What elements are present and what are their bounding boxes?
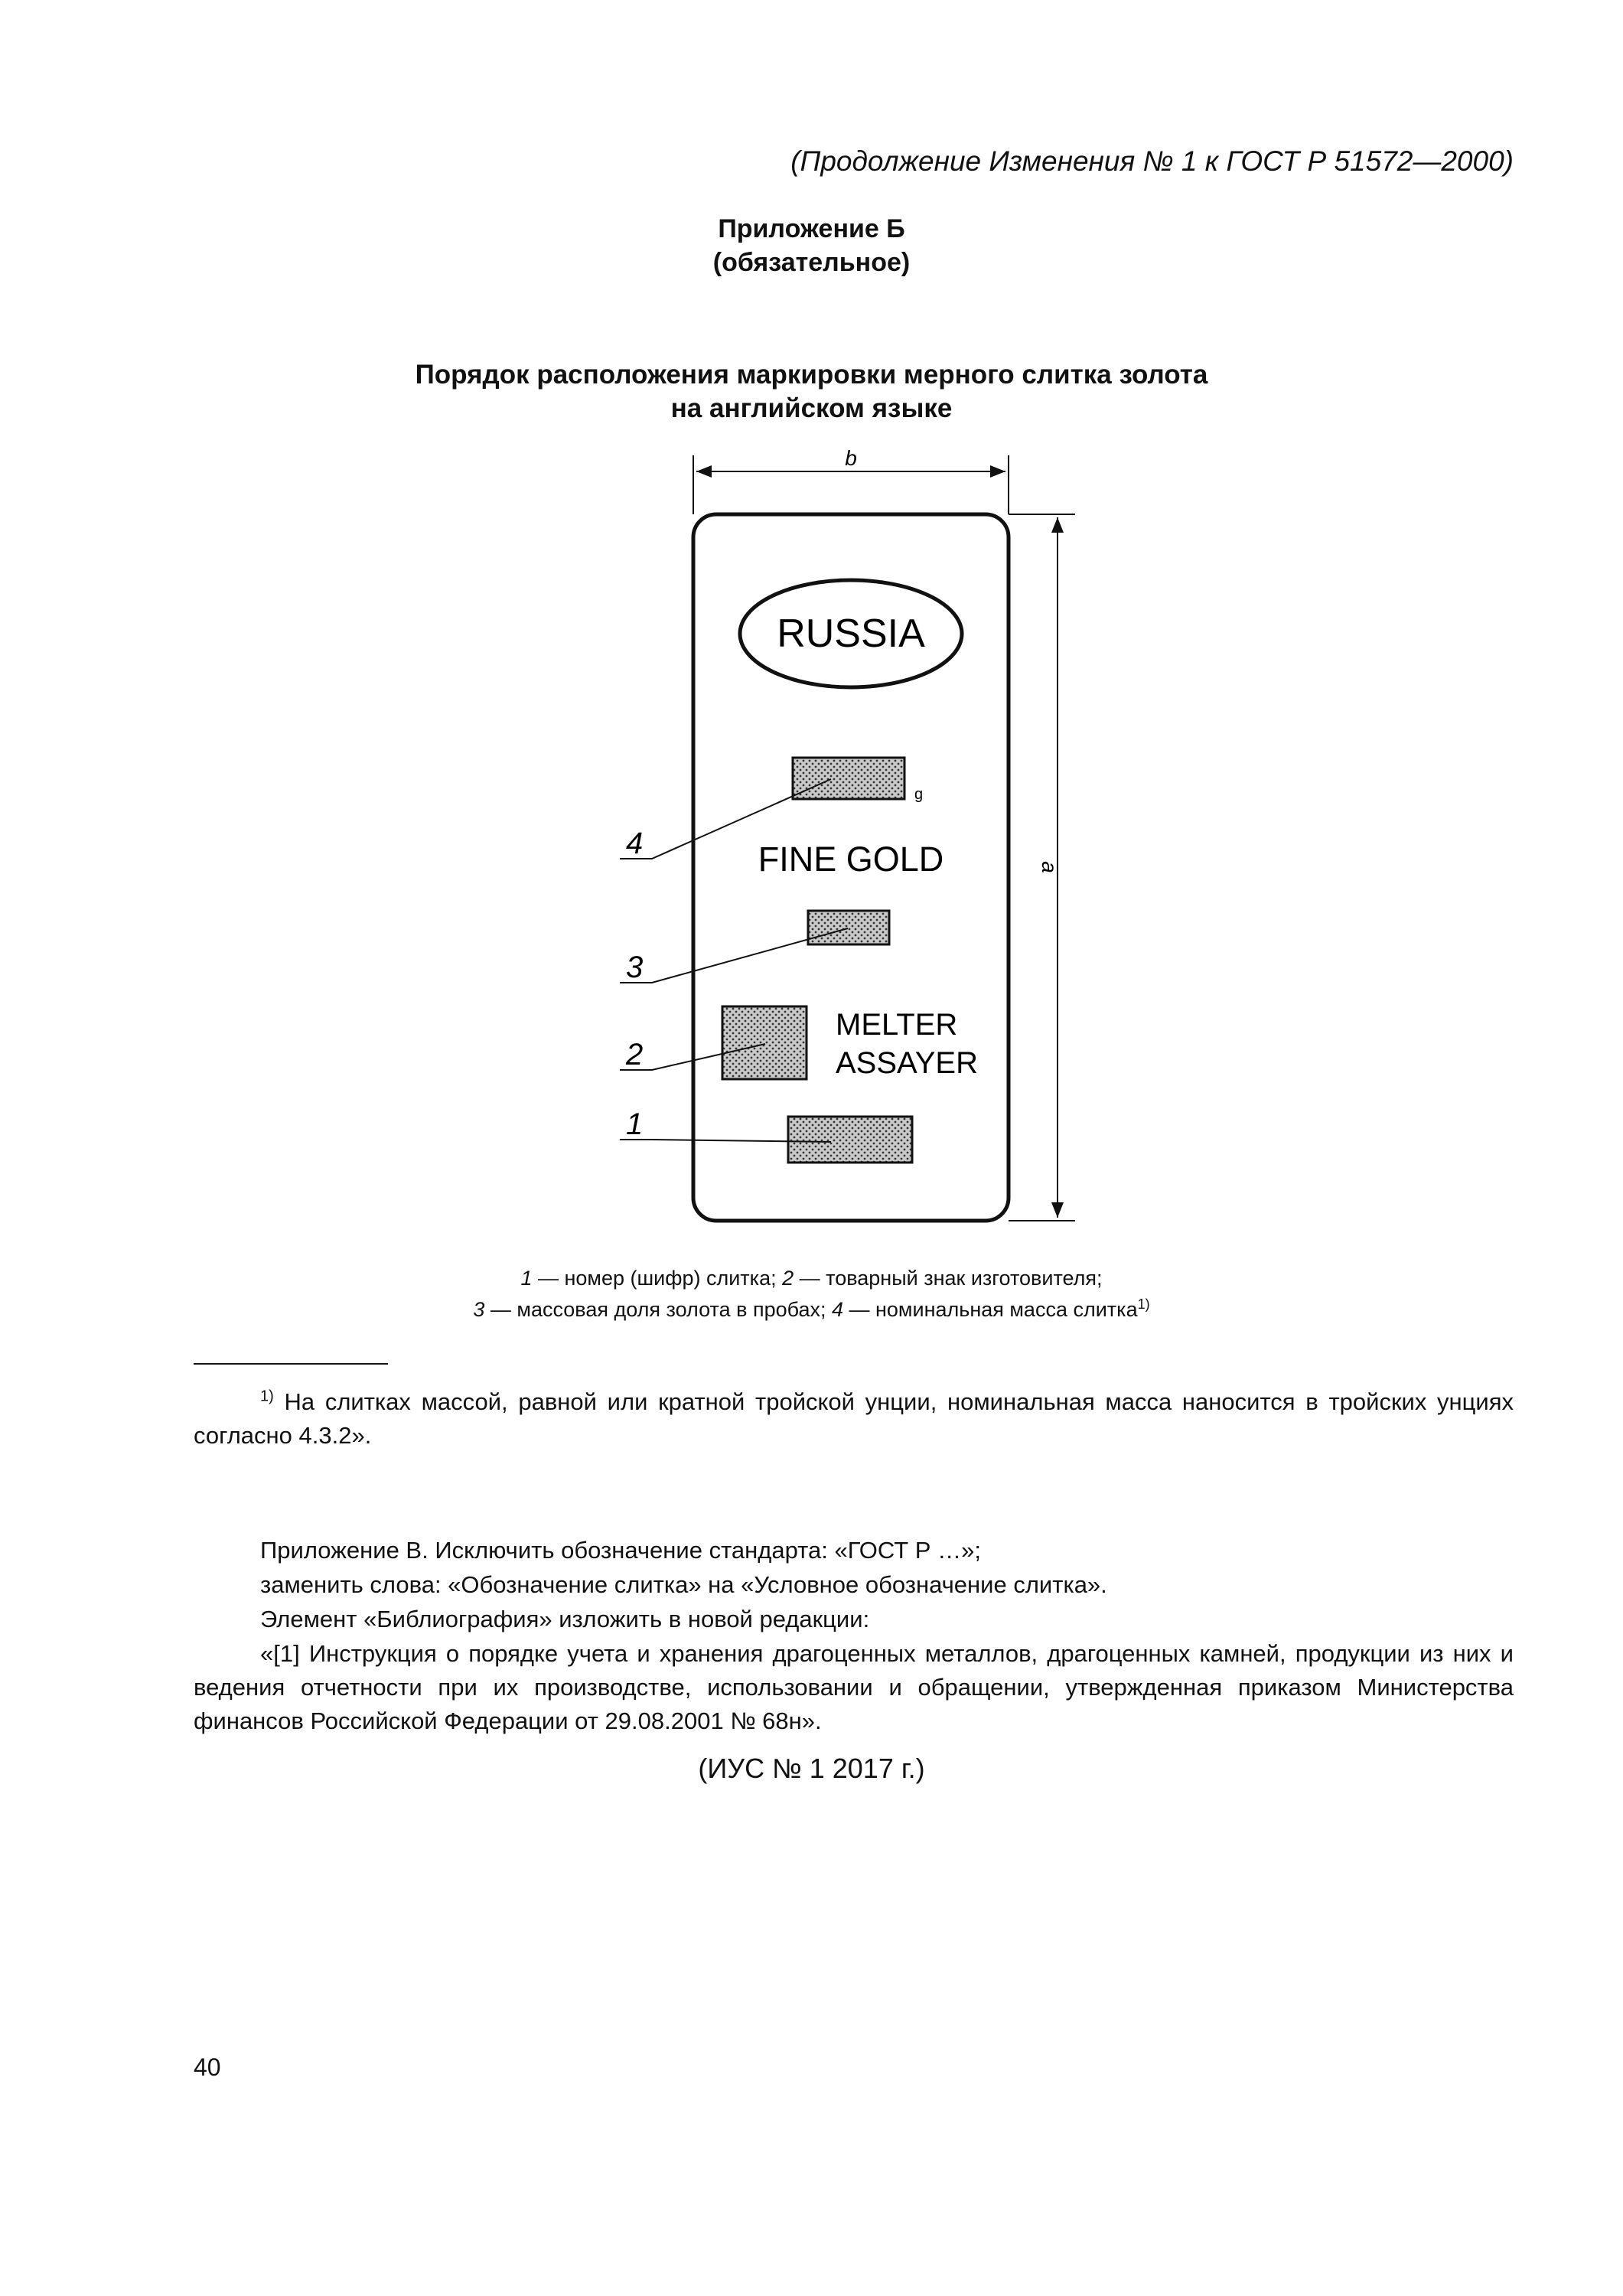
- dimension-a-label: a: [1038, 861, 1061, 873]
- paragraph-4: «[1] Инструкция о порядке учета и хранения драгоценных металлов, драгоценных камней, продукции из них и ведения отчетности при их производстве, использовании и обращении, утвержденная приказом Министерства финансов Российской Федерации от 29.08.2001 № 68н».: [194, 1640, 1514, 1734]
- callout-1: 1: [626, 1107, 644, 1141]
- serial-mark: [788, 1117, 912, 1163]
- dimension-a: [1009, 514, 1075, 1221]
- legend-text-2: — товарный знак изготовителя;: [794, 1267, 1103, 1290]
- page-number: 40: [194, 2053, 221, 2081]
- trademark-mark: [722, 1006, 807, 1079]
- callout-4: 4: [626, 827, 644, 860]
- legend-num-2: 2: [782, 1267, 794, 1290]
- unit-label: g: [914, 786, 924, 803]
- fineness-mark: [808, 911, 889, 944]
- footnote-rule: [194, 1363, 388, 1365]
- legend-text-3: — массовая доля золота в пробах;: [484, 1298, 832, 1321]
- figure-title-line2: на английском языке: [670, 393, 953, 423]
- dimension-b-label: b: [845, 446, 857, 470]
- dimension-b: [693, 446, 1009, 514]
- ius-reference: (ИУС № 1 2017 г.): [698, 1753, 925, 1784]
- paragraph-2: заменить слова: «Обозначение слитка» на «Условное обозначение слитка».: [260, 1571, 1107, 1598]
- continuation-note: (Продолжение Изменения № 1 к ГОСТ Р 51572—2000): [790, 145, 1514, 177]
- legend-text-4: — номинальная масса слитка: [843, 1298, 1138, 1321]
- legend-line1: [0, 1265, 1623, 1291]
- callout-3: 3: [626, 951, 644, 984]
- mass-mark: [793, 758, 904, 799]
- callout-2: 2: [626, 1038, 644, 1071]
- melter-label: MELTER: [836, 1008, 958, 1042]
- footnote-marker: 1): [260, 1388, 274, 1405]
- legend-num-4: 4: [831, 1298, 843, 1321]
- paragraph-1: Приложение В. Исключить обозначение стандарта: «ГОСТ Р …»;: [260, 1537, 981, 1564]
- figure-legend: [0, 1265, 1623, 1322]
- fine-gold-label: FINE GOLD: [758, 840, 944, 879]
- legend-num-1: 1: [520, 1267, 533, 1290]
- paragraph-3: Элемент «Библиография» изложить в новой редакции:: [260, 1606, 870, 1632]
- assayer-label: ASSAYER: [836, 1046, 978, 1080]
- annex-status: (обязательное): [712, 248, 911, 277]
- footnote: [194, 1385, 1514, 1453]
- legend-footnote-ref: 1): [1137, 1296, 1150, 1312]
- russia-label: RUSSIA: [777, 612, 925, 656]
- legend-line2: [0, 1291, 1623, 1322]
- legend-text-1: — номер (шифр) слитка;: [532, 1267, 783, 1290]
- leader-lines: [620, 779, 848, 1142]
- footnote-text: На слитках массой, равной или кратной тройской унции, номинальная масса наносится в тройских унциях согласно 4.3.2».: [194, 1388, 1514, 1449]
- figure-title-line1: Порядок расположения маркировки мерного слитка золота: [415, 360, 1208, 390]
- legend-num-3: 3: [473, 1298, 485, 1321]
- annex-title: Приложение Б: [718, 214, 905, 243]
